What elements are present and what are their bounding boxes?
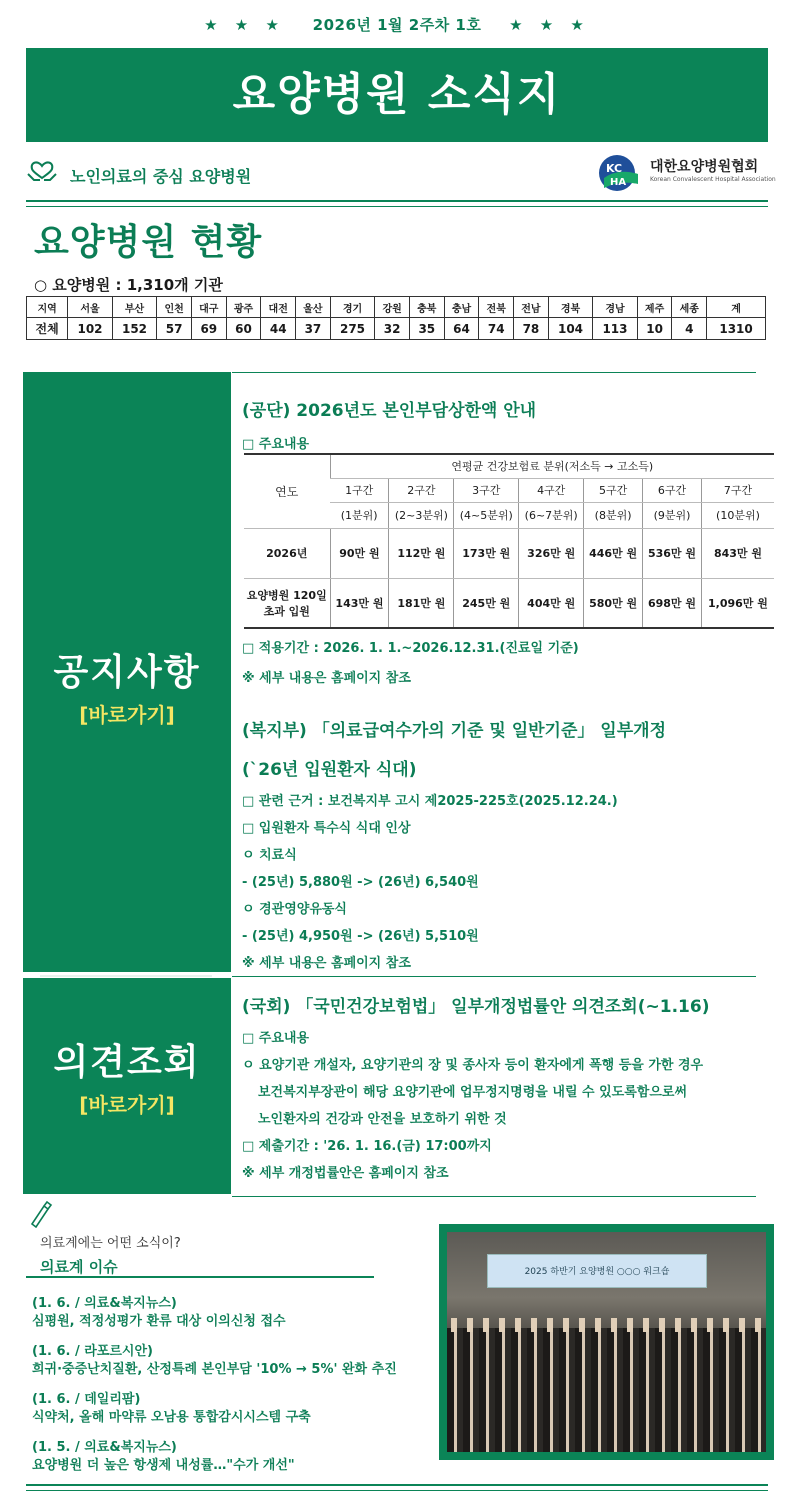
opinion-body-1: ㅇ 요양기관 개설자, 요양기관의 장 및 종사자 등이 환자에게 폭행 등을 가한 경우 bbox=[242, 1058, 704, 1073]
notice-2-title-2: (`26년 입원환자 식대) bbox=[242, 760, 417, 780]
association-logo bbox=[598, 152, 776, 194]
count-cell: 4 bbox=[672, 318, 707, 340]
tier-cell: 3구간 bbox=[454, 478, 519, 502]
newsletter-title: 요양병원 소식지 bbox=[26, 48, 768, 142]
hands-heart-icon bbox=[26, 160, 58, 186]
event-banner-text: 2025 하반기 요양병원 ○○○ 워크숍 bbox=[524, 1267, 670, 1277]
news-source-3: (1. 6. / 데일리팜) bbox=[32, 1392, 141, 1407]
region-cell: 대구 bbox=[191, 297, 226, 318]
notice-2-note: ※ 세부 내용은 홈페이지 참조 bbox=[242, 956, 411, 971]
section-title-status: 요양병원 현황 bbox=[34, 222, 263, 263]
news-headline-3[interactable]: 식약처, 올해 마약류 오남용 통합감시시스템 구축 bbox=[32, 1410, 311, 1425]
divider bbox=[26, 1484, 768, 1486]
region-cell: 강원 bbox=[375, 297, 410, 318]
notice-item-2 bbox=[242, 716, 772, 971]
count-cell: 113 bbox=[593, 318, 637, 340]
copay-cell: 1,096만 원 bbox=[701, 578, 774, 628]
region-cell: 계 bbox=[707, 297, 766, 318]
hospital-count: ○ 요양병원 : 1,310개 기관 bbox=[34, 276, 223, 294]
opinion-body-2: 보건복지부장관이 해당 요양기관에 업무정지명령을 내릴 수 있도록함으로써 bbox=[258, 1085, 688, 1100]
count-cell: 37 bbox=[296, 318, 331, 340]
opinion-item bbox=[242, 992, 772, 1181]
region-header-row bbox=[27, 297, 766, 318]
svg-text:KC: KC bbox=[606, 162, 623, 175]
notice-1-footer bbox=[242, 637, 772, 686]
news-source-2: (1. 6. / 라포르시안) bbox=[32, 1344, 153, 1359]
row-label-line: 요양병원 120일 bbox=[246, 588, 327, 602]
diet-2: ㅇ 경관영양유동식 bbox=[242, 902, 347, 917]
event-banner bbox=[487, 1254, 707, 1288]
region-table bbox=[26, 296, 766, 340]
notice-title: 공지사항 bbox=[53, 652, 201, 693]
opinion-note: ※ 세부 개정법률안은 홈페이지 참조 bbox=[242, 1166, 449, 1181]
copay-cell: 143만 원 bbox=[330, 578, 389, 628]
news-source-4: (1. 5. / 의료&복지뉴스) bbox=[32, 1440, 177, 1455]
event-photo bbox=[439, 1224, 774, 1460]
news-heading: 의료계 이슈 bbox=[40, 1258, 118, 1276]
divider bbox=[26, 200, 768, 202]
region-count-row bbox=[27, 318, 766, 340]
divider bbox=[232, 1196, 756, 1197]
decile-cell: (6~7분위) bbox=[519, 502, 584, 528]
count-cell: 64 bbox=[444, 318, 479, 340]
decile-cell: (8분위) bbox=[584, 502, 643, 528]
subheader bbox=[26, 152, 776, 198]
decile-cell: (9분위) bbox=[643, 502, 702, 528]
decile-cell: (4~5분위) bbox=[454, 502, 519, 528]
region-cell: 경기 bbox=[330, 297, 374, 318]
diet-1: ㅇ 치료식 bbox=[242, 848, 297, 863]
opinion-title: 의견조회 bbox=[53, 1042, 201, 1083]
tier-cell: 1구간 bbox=[330, 478, 389, 502]
crowd bbox=[447, 1328, 766, 1452]
count-cell: 10 bbox=[637, 318, 672, 340]
copay-cell: 245만 원 bbox=[454, 578, 519, 628]
copay-cell: 90만 원 bbox=[330, 528, 389, 578]
opinion-item-title: (국회) 「국민건강보험법」 일부개정법률안 의견조회(~1.16) bbox=[242, 997, 710, 1017]
divider bbox=[232, 976, 756, 977]
news-headline-4[interactable]: 요양병원 더 높은 항생제 내성률…"수가 개선" bbox=[32, 1458, 295, 1473]
decile-cell: (2~3분위) bbox=[389, 502, 454, 528]
region-cell: 제주 bbox=[637, 297, 672, 318]
region-cell: 경남 bbox=[593, 297, 637, 318]
association-name-en: Korean Convalescent Hospital Association bbox=[650, 176, 776, 183]
copay-row-2026 bbox=[244, 528, 774, 578]
stars-left-icon: ★ ★ ★ bbox=[204, 16, 285, 34]
region-cell: 부산 bbox=[112, 297, 156, 318]
slogan: 노인의료의 중심 요양병원 bbox=[70, 167, 252, 186]
decile-cell: (1분위) bbox=[330, 502, 389, 528]
news-headline-1[interactable]: 심평원, 적정성평가 환류 대상 이의신청 접수 bbox=[32, 1314, 286, 1329]
copay-row-120days bbox=[244, 578, 774, 628]
copay-cell: 173만 원 bbox=[454, 528, 519, 578]
year-header: 연도 bbox=[244, 454, 330, 528]
count-cell: 35 bbox=[409, 318, 444, 340]
tier-cell: 4구간 bbox=[519, 478, 584, 502]
copay-cell: 536만 원 bbox=[643, 528, 702, 578]
tier-cell: 5구간 bbox=[584, 478, 643, 502]
association-name: 대한요양병원협회 bbox=[650, 159, 759, 175]
count-cell: 78 bbox=[514, 318, 549, 340]
news-source-1: (1. 6. / 의료&복지뉴스) bbox=[32, 1296, 177, 1311]
tier-cell: 6구간 bbox=[643, 478, 702, 502]
stars-right-icon: ★ ★ ★ bbox=[509, 16, 590, 34]
region-cell: 대전 bbox=[261, 297, 296, 318]
count-cell: 152 bbox=[112, 318, 156, 340]
region-cell: 경북 bbox=[548, 297, 592, 318]
notice-side-panel bbox=[23, 372, 231, 972]
notice-1-sub: □ 주요내용 bbox=[242, 437, 310, 452]
count-cell: 전체 bbox=[27, 318, 68, 340]
copay-cell: 326만 원 bbox=[519, 528, 584, 578]
opinion-link[interactable]: [바로가기] bbox=[79, 1093, 175, 1117]
copay-cap-table bbox=[244, 453, 774, 629]
copay-cell: 698만 원 bbox=[643, 578, 702, 628]
region-cell: 충북 bbox=[409, 297, 444, 318]
notice-1-period: □ 적용기간 : 2026. 1. 1.~2026.12.31.(진료일 기준) bbox=[242, 641, 579, 656]
row-label-line: 2026년 bbox=[266, 547, 308, 560]
count-cell: 104 bbox=[548, 318, 592, 340]
count-cell: 44 bbox=[261, 318, 296, 340]
region-cell: 지역 bbox=[27, 297, 68, 318]
notice-1-title: (공단) 2026년도 본인부담상한액 안내 bbox=[242, 401, 537, 421]
count-cell: 74 bbox=[479, 318, 514, 340]
copay-cell: 446만 원 bbox=[584, 528, 643, 578]
notice-1-note: ※ 세부 내용은 홈페이지 참조 bbox=[242, 671, 411, 686]
copay-cell: 181만 원 bbox=[389, 578, 454, 628]
row-label bbox=[244, 528, 330, 578]
notice-link[interactable]: [바로가기] bbox=[79, 703, 175, 727]
news-prompt: 의료계에는 어떤 소식이? bbox=[40, 1236, 181, 1251]
copay-cell: 843만 원 bbox=[701, 528, 774, 578]
count-cell: 69 bbox=[191, 318, 226, 340]
copay-cell: 404만 원 bbox=[519, 578, 584, 628]
region-cell: 서울 bbox=[68, 297, 112, 318]
row-label-line: 초과 입원 bbox=[263, 604, 310, 618]
region-cell: 충남 bbox=[444, 297, 479, 318]
divider bbox=[232, 372, 756, 373]
diet-2-value: - (25년) 4,950원 -> (26년) 5,510원 bbox=[242, 929, 479, 944]
notice-item-1 bbox=[242, 396, 772, 452]
region-cell: 전남 bbox=[514, 297, 549, 318]
news-headline-2[interactable]: 희귀·중증난치질환, 산정특례 본인부담 '10% → 5%' 완화 추진 bbox=[32, 1362, 397, 1377]
region-cell: 인천 bbox=[157, 297, 192, 318]
region-cell: 세종 bbox=[672, 297, 707, 318]
count-cell: 57 bbox=[157, 318, 192, 340]
news-heading-underline bbox=[26, 1276, 374, 1278]
region-cell: 전북 bbox=[479, 297, 514, 318]
copay-cell: 580만 원 bbox=[584, 578, 643, 628]
svg-text:HA: HA bbox=[610, 177, 627, 188]
tier-cell: 2구간 bbox=[389, 478, 454, 502]
group-photo bbox=[447, 1232, 766, 1452]
count-cell: 275 bbox=[330, 318, 374, 340]
opinion-side-panel bbox=[23, 978, 231, 1194]
count-cell: 60 bbox=[226, 318, 261, 340]
region-cell: 울산 bbox=[296, 297, 331, 318]
opinion-deadline: □ 제출기간 : '26. 1. 16.(금) 17:00까지 bbox=[242, 1139, 492, 1154]
issue-line bbox=[0, 14, 794, 35]
kcha-logo-icon bbox=[598, 154, 642, 192]
divider bbox=[26, 206, 768, 207]
opinion-body-3: 노인환자의 건강과 안전을 보호하기 위한 것 bbox=[258, 1112, 507, 1127]
diet-1-value: - (25년) 5,880원 -> (26년) 6,540원 bbox=[242, 875, 479, 890]
copay-cell: 112만 원 bbox=[389, 528, 454, 578]
issue-number: 2026년 1월 2주차 1호 bbox=[312, 16, 482, 34]
decile-cell: (10분위) bbox=[701, 502, 774, 528]
side-divider bbox=[40, 975, 212, 977]
pen-icon bbox=[28, 1200, 54, 1228]
opinion-sub: □ 주요내용 bbox=[242, 1031, 310, 1046]
region-cell: 광주 bbox=[226, 297, 261, 318]
group-header: 연평균 건강보험료 분위(저소득 → 고소득) bbox=[330, 454, 774, 478]
notice-2-title: (복지부) 「의료급여수가의 기준 및 일반기준」 일부개정 bbox=[242, 721, 666, 741]
count-cell: 32 bbox=[375, 318, 410, 340]
notice-2-basis: □ 관련 근거 : 보건복지부 고시 제2025-225호(2025.12.24.) bbox=[242, 794, 618, 809]
count-cell: 102 bbox=[68, 318, 112, 340]
count-cell: 1310 bbox=[707, 318, 766, 340]
notice-2-raise: □ 입원환자 특수식 식대 인상 bbox=[242, 821, 411, 836]
tier-cell: 7구간 bbox=[701, 478, 774, 502]
row-label bbox=[244, 578, 330, 628]
faces-row bbox=[447, 1318, 766, 1332]
divider bbox=[26, 1490, 768, 1491]
